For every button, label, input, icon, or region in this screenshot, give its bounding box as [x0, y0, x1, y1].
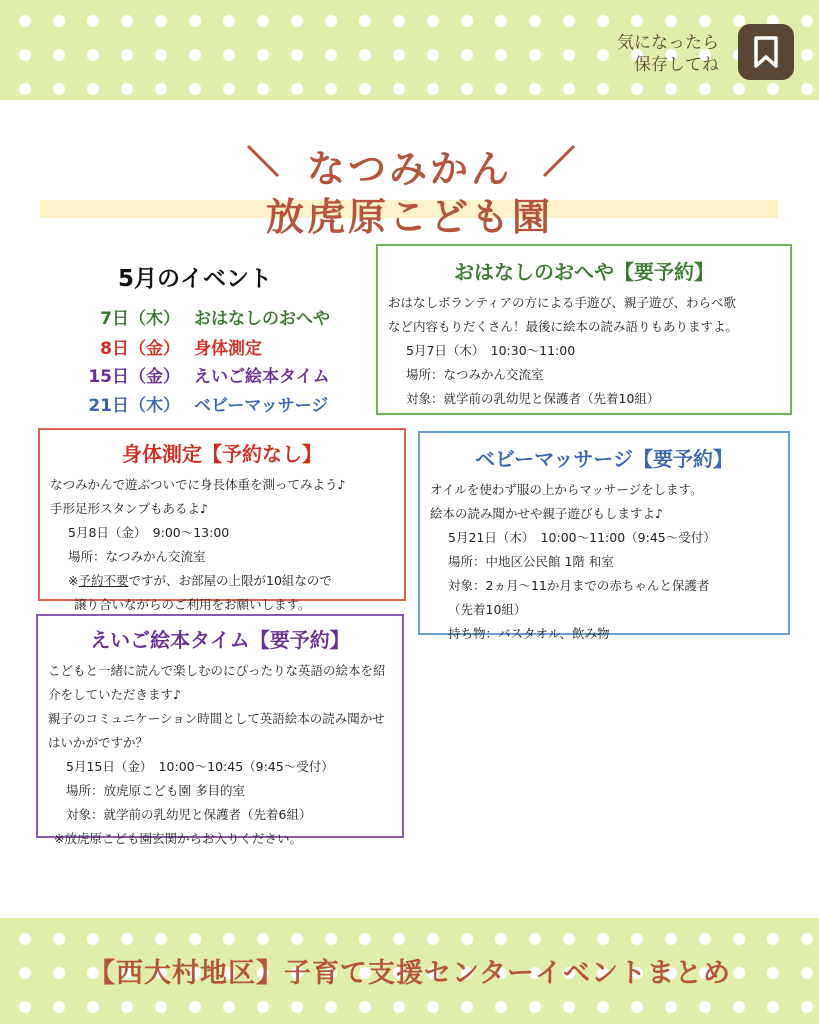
save-prompt [617, 32, 719, 76]
footer-title: 【西大村地区】子育て支援センターイベントまとめ [88, 958, 731, 989]
event-row-4 [0, 391, 350, 415]
event-date-1: 7日（木） [100, 309, 180, 329]
eigo-note: ※放虎原こども園玄関からお入りください。 [54, 831, 302, 846]
event-row-1 [0, 304, 350, 328]
shintai-note-underlined: 予約不要 [78, 573, 129, 588]
baby-desc1: オイルを使わず服の上からマッサージをします。 [430, 482, 703, 497]
eigo-place: 場所：放虎原こども園 多目的室 [66, 783, 245, 798]
baby-desc2: 絵本の読み聞かせや親子遊びもしますよ♪ [430, 506, 663, 521]
ohanashi-datetime: 5月7日（木） 10:30～11:00 [406, 343, 576, 358]
eigo-target: 対象：就学前の乳幼児と保護者（先着6組） [66, 807, 312, 822]
baby-box [418, 431, 790, 641]
title-line1: なつみかん [306, 147, 512, 191]
ohanashi-place: 場所：なつみかん交流室 [406, 367, 544, 382]
shintai-datetime: 5月8日（金） 9:00～13:00 [68, 525, 230, 540]
shintai-box [38, 428, 406, 612]
event-row-3 [0, 362, 350, 386]
events-heading: 5月のイベント [118, 266, 273, 292]
title-line2: 放虎原こども園 [265, 195, 553, 239]
shintai-note-rest: ですが、お部屋の上限が10組なので [128, 573, 332, 588]
ohanashi-desc2: など内容もりだくさん！最後に絵本の読み語りもありますよ。 [388, 319, 739, 334]
shintai-note-prefix: ※ [68, 573, 79, 588]
eigo-datetime: 5月15日（金） 10:00～10:45（9:45～受付） [66, 759, 334, 774]
save-button[interactable] [738, 24, 794, 80]
save-prompt-line2: 保存してね [634, 55, 719, 75]
baby-target2: （先着10組） [448, 602, 527, 617]
event-date-4: 21日（木） [88, 396, 180, 416]
event-name-3: えいご絵本タイム [194, 367, 330, 387]
shintai-note [40, 569, 404, 593]
ohanashi-title: おはなしのおへや【要予約】 [454, 260, 714, 284]
shintai-note2: 譲り合いながらのご利用をお願いします。 [74, 597, 311, 612]
eigo-desc4: はいかがですか？ [48, 735, 149, 750]
baby-items: 持ち物：バスタオル、飲み物 [448, 626, 610, 641]
event-date-3: 15日（金） [88, 367, 180, 387]
ohanashi-box [376, 244, 792, 415]
shintai-desc2: 手形足形スタンプもあるよ♪ [50, 501, 208, 516]
baby-place: 場所：中地区公民館 1階 和室 [448, 554, 614, 569]
event-row-2 [0, 334, 350, 358]
ohanashi-target: 対象：就学前の乳幼児と保護者（先着10組） [406, 391, 660, 406]
save-prompt-line1: 気になったら [617, 33, 719, 53]
shintai-title: 身体測定【予約なし】 [122, 442, 322, 466]
event-name-1: おはなしのおへや [194, 309, 330, 329]
eigo-desc2: 介をしていただきます♪ [48, 687, 181, 702]
baby-title: ベビーマッサージ【要予約】 [475, 447, 733, 471]
baby-datetime: 5月21日（木） 10:00～11:00（9:45～受付） [448, 530, 716, 545]
ohanashi-desc1: おはなしボランティアの方による手遊び、親子遊び、わらべ歌 [388, 295, 737, 310]
bookmark-icon [754, 36, 778, 68]
baby-target1: 対象：2ヵ月～11か月までの赤ちゃんと保護者 [448, 578, 710, 593]
event-name-2: 身体測定 [194, 339, 262, 359]
shintai-desc1: なつみかんで遊ぶついでに身長体重を測ってみよう♪ [50, 477, 346, 492]
shintai-place: 場所：なつみかん交流室 [68, 549, 206, 564]
eigo-title: えいご絵本タイム【要予約】 [90, 628, 350, 652]
event-name-4: ベビーマッサージ [194, 396, 329, 416]
eigo-box [36, 614, 404, 846]
event-date-2: 8日（金） [100, 339, 180, 359]
eigo-desc1: こどもと一緒に読んで楽しむのにぴったりな英語の絵本を紹 [48, 663, 386, 678]
eigo-desc3: 親子のコミュニケーション時間として英語絵本の読み聞かせ [48, 711, 385, 726]
